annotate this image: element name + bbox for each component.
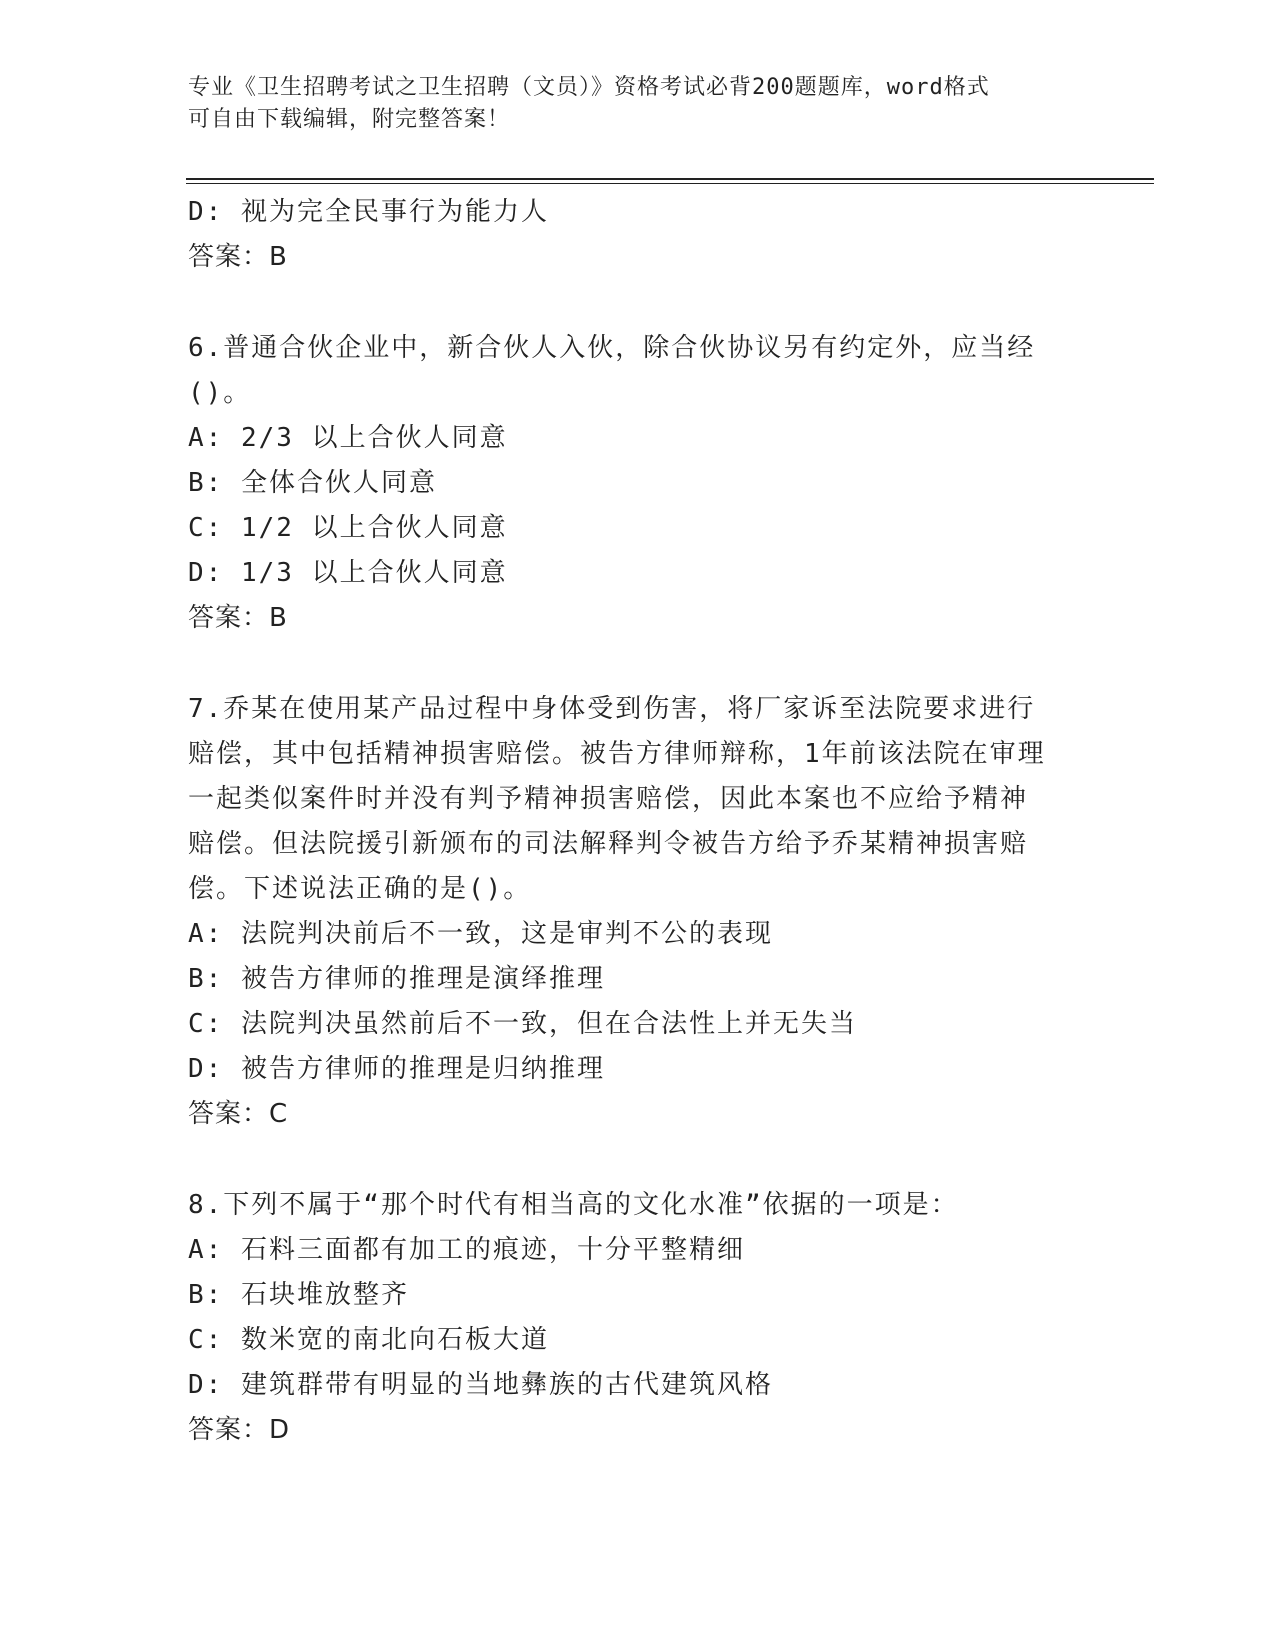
- header-title-line-2: 可自由下载编辑，附完整答案！: [188, 107, 511, 132]
- option-b: B: 全体合伙人同意: [188, 468, 437, 498]
- carryover-answer: 答案：B: [188, 242, 288, 272]
- spacer: [188, 1137, 1088, 1183]
- header-divider-thin: [186, 183, 1154, 184]
- question-7: [188, 687, 1088, 1137]
- option-c: C: 法院判决虽然前后不一致，但在合法性上并无失当: [188, 1009, 857, 1039]
- option-b: B: 被告方律师的推理是演绎推理: [188, 964, 605, 994]
- question-stem-line: ()。: [188, 378, 252, 408]
- option-b: B: 石块堆放整齐: [188, 1280, 409, 1310]
- option-a: A: 石料三面都有加工的痕迹，十分平整精细: [188, 1235, 745, 1265]
- option-a: A: 2/3 以上合伙人同意: [188, 423, 508, 453]
- answer-line: 答案：B: [188, 603, 288, 633]
- question-stem-line: 偿。下述说法正确的是()。: [188, 874, 532, 904]
- header-divider-thick: [186, 178, 1154, 180]
- option-d: D: 1/3 以上合伙人同意: [188, 558, 508, 588]
- question-stem-line: 赔偿。但法院援引新颁布的司法解释判令被告方给予乔某精神损害赔: [188, 829, 1029, 859]
- question-stem-line: 7.乔某在使用某产品过程中身体受到伤害，将厂家诉至法院要求进行: [188, 694, 1036, 724]
- spacer: [188, 641, 1088, 687]
- option-c: C: 1/2 以上合伙人同意: [188, 513, 508, 543]
- option-d: D: 建筑群带有明显的当地彝族的古代建筑风格: [188, 1370, 773, 1400]
- page-header: [188, 72, 1088, 136]
- question-stem-line: 8.下列不属于“那个时代有相当高的文化水准”依据的一项是：: [188, 1190, 959, 1220]
- answer-line: 答案：C: [188, 1099, 289, 1129]
- option-a: A: 法院判决前后不一致，这是审判不公的表现: [188, 919, 773, 949]
- spacer: [188, 280, 1088, 326]
- option-d: D: 被告方律师的推理是归纳推理: [188, 1054, 605, 1084]
- option-c: C: 数米宽的南北向石板大道: [188, 1325, 549, 1355]
- question-stem-line: 赔偿，其中包括精神损害赔偿。被告方律师辩称，1年前该法院在审理: [188, 739, 1046, 769]
- question-stem-line: 一起类似案件时并没有判予精神损害赔偿，因此本案也不应给予精神: [188, 784, 1029, 814]
- question-6: [188, 326, 1088, 641]
- answer-line: 答案：D: [188, 1415, 291, 1445]
- question-list: [188, 190, 1088, 1453]
- question-8: [188, 1183, 1088, 1453]
- question-stem-line: 6.普通合伙企业中，新合伙人入伙，除合伙协议另有约定外，应当经: [188, 333, 1036, 363]
- header-title-line-1: 专业《卫生招聘考试之卫生招聘（文员）》资格考试必背200题题库，word格式: [188, 75, 990, 100]
- carryover-option-d: D: 视为完全民事行为能力人: [188, 197, 549, 227]
